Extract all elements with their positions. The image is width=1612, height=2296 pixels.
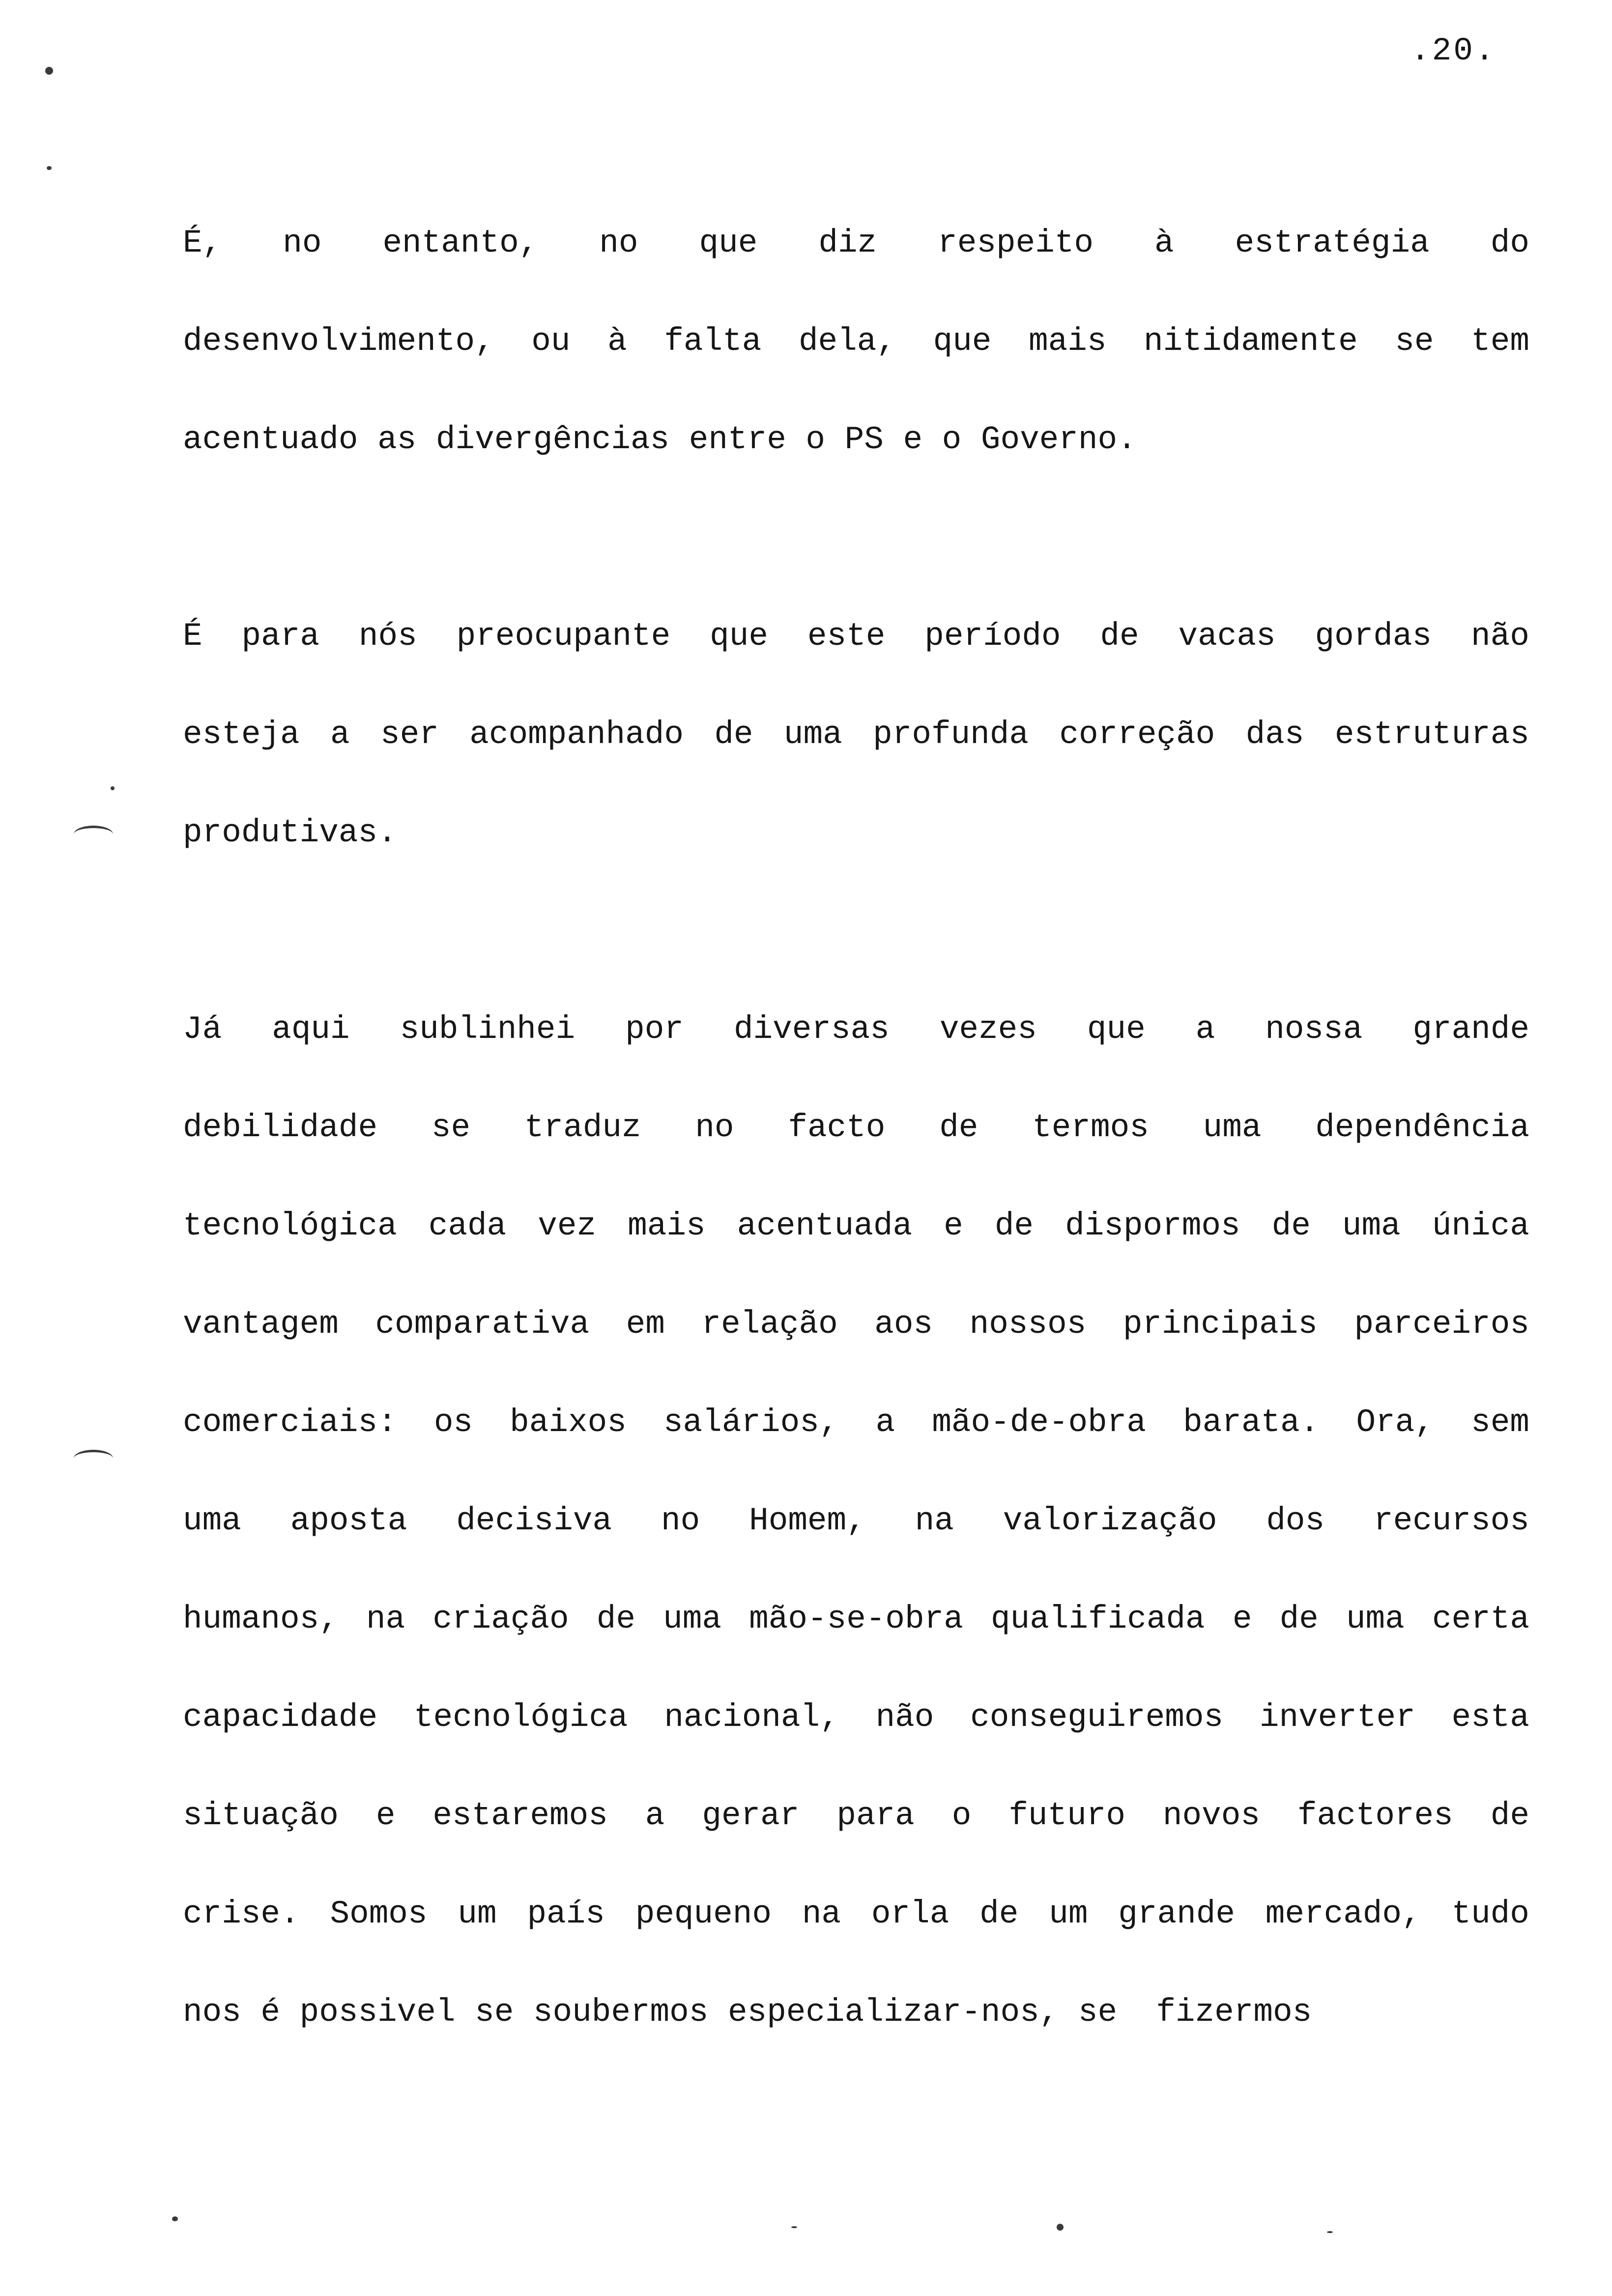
word: comerciais: <box>183 1404 397 1441</box>
word: Ora, <box>1356 1404 1434 1441</box>
word: grande <box>1118 1895 1235 1932</box>
text-line <box>183 1570 1529 1668</box>
word: das <box>1245 716 1304 753</box>
scan-speck <box>45 67 53 75</box>
word: dispormos <box>1065 1207 1240 1244</box>
word: conseguiremos <box>970 1699 1224 1736</box>
word: diz <box>818 225 877 261</box>
word: salários, <box>663 1404 839 1441</box>
word: facto <box>788 1109 886 1146</box>
word: Somos <box>330 1895 428 1932</box>
word: uma <box>783 716 842 753</box>
word: uma <box>1342 1207 1401 1244</box>
word: e <box>1232 1601 1252 1637</box>
word: um <box>1049 1895 1088 1932</box>
text-line <box>183 292 1529 391</box>
word: no <box>661 1502 700 1539</box>
text-line: acentuado as divergências entre o PS e o Governo. <box>183 421 1137 458</box>
word: mão-de-obra <box>932 1404 1146 1441</box>
word: gerar <box>702 1797 800 1834</box>
word: pequeno <box>635 1895 772 1932</box>
word: uma <box>663 1601 721 1637</box>
word: e <box>375 1797 396 1834</box>
word: situação <box>183 1797 339 1834</box>
word: por <box>625 1011 684 1048</box>
text-line <box>183 1374 1529 1472</box>
word: ou <box>531 323 571 360</box>
word: orla <box>871 1895 950 1932</box>
scan-speck <box>1327 2231 1333 2233</box>
word: baixos <box>510 1404 627 1441</box>
text-line <box>183 1865 1529 1963</box>
word: que <box>1087 1011 1146 1048</box>
word: na <box>915 1502 954 1539</box>
word: Homem, <box>749 1502 866 1539</box>
word: a <box>875 1404 895 1441</box>
scan-speck <box>47 166 52 170</box>
text-line <box>183 686 1529 784</box>
word: a <box>330 716 350 753</box>
word: de <box>1271 1207 1311 1244</box>
word: no <box>283 225 322 261</box>
word: de <box>596 1601 636 1637</box>
word: para <box>836 1797 915 1834</box>
word: termos <box>1032 1109 1149 1146</box>
word: Já <box>183 1011 222 1048</box>
text-line <box>183 587 1529 686</box>
word: única <box>1432 1207 1529 1244</box>
word: de <box>939 1109 979 1146</box>
word: de <box>1279 1601 1319 1637</box>
word: na <box>366 1601 405 1637</box>
word: esteja <box>183 716 300 753</box>
word: recursos <box>1374 1502 1529 1539</box>
word: de <box>1100 618 1139 655</box>
word: que <box>699 225 758 261</box>
word: esta <box>1451 1699 1529 1736</box>
word: cada <box>428 1207 507 1244</box>
word: relação <box>701 1306 838 1343</box>
text-line: nos é possivel se soubermos especializar-nos, se fizermos <box>183 1994 1312 2031</box>
word: tecnológica <box>413 1699 628 1736</box>
paragraph-1 <box>183 194 1529 489</box>
word: estratégia <box>1235 225 1430 261</box>
word: estaremos <box>432 1797 608 1834</box>
word: tudo <box>1451 1895 1529 1932</box>
word: de <box>714 716 753 753</box>
word: certa <box>1432 1601 1529 1637</box>
word: mais <box>628 1207 706 1244</box>
word: nitidamente <box>1144 323 1358 360</box>
word: tem <box>1471 323 1529 360</box>
word: acentuada <box>737 1207 913 1244</box>
paragraph-2 <box>183 587 1529 882</box>
word: de <box>979 1895 1019 1932</box>
word: estruturas <box>1334 716 1529 753</box>
word: se <box>1395 323 1434 360</box>
word: falta <box>664 323 762 360</box>
word: crise. <box>183 1895 300 1932</box>
word: aos <box>874 1306 933 1343</box>
word: valorização <box>1003 1502 1217 1539</box>
word: período <box>924 618 1061 655</box>
text-line <box>183 1668 1529 1767</box>
word: para <box>241 618 319 655</box>
text-line <box>183 980 1529 1079</box>
word: É, <box>183 225 222 261</box>
page-number: .20. <box>1410 32 1497 69</box>
word: parceiros <box>1354 1306 1529 1343</box>
text-line <box>183 1079 1529 1177</box>
word: não <box>1471 618 1529 655</box>
word: que <box>933 323 992 360</box>
word: acompanhado <box>469 716 684 753</box>
scan-speck <box>172 2216 178 2221</box>
word: novos <box>1162 1797 1260 1834</box>
word: mercado, <box>1265 1895 1421 1932</box>
word: nacional, <box>664 1699 839 1736</box>
word: inverter <box>1259 1699 1415 1736</box>
word: traduz <box>524 1109 641 1146</box>
word: respeito <box>938 225 1094 261</box>
text-line: produtivas. <box>183 814 397 851</box>
word: sublinhei <box>400 1011 576 1048</box>
word: mais <box>1029 323 1107 360</box>
word: não <box>875 1699 934 1736</box>
word: diversas <box>733 1011 890 1048</box>
word: no <box>695 1109 734 1146</box>
word: qualificada <box>990 1601 1205 1637</box>
word: futuro <box>1008 1797 1125 1834</box>
word: decisiva <box>456 1502 612 1539</box>
word: os <box>433 1404 473 1441</box>
word: nossa <box>1265 1011 1363 1048</box>
word: criação <box>432 1601 569 1637</box>
word: de <box>1490 1797 1529 1834</box>
scan-speck <box>791 2226 797 2228</box>
word: entanto, <box>382 225 539 261</box>
text-line <box>183 1767 1529 1865</box>
word: vez <box>538 1207 597 1244</box>
word: correção <box>1059 716 1215 753</box>
word: vacas <box>1178 618 1276 655</box>
word: uma <box>1203 1109 1262 1146</box>
word: É <box>183 618 202 655</box>
word: capacidade <box>183 1699 378 1736</box>
word: sem <box>1471 1404 1529 1441</box>
word: este <box>807 618 886 655</box>
word: aposta <box>290 1502 407 1539</box>
word: dela, <box>798 323 896 360</box>
word: à <box>607 323 627 360</box>
word: vantagem <box>183 1306 339 1343</box>
text-line <box>183 194 1529 292</box>
word: uma <box>183 1502 241 1539</box>
word: humanos, <box>183 1601 339 1637</box>
word: de <box>994 1207 1034 1244</box>
word: nós <box>358 618 417 655</box>
word: que <box>710 618 768 655</box>
word: profunda <box>873 716 1029 753</box>
word: dependência <box>1315 1109 1529 1146</box>
word: debilidade <box>183 1109 378 1146</box>
word: preocupante <box>456 618 671 655</box>
word: vezes <box>939 1011 1037 1048</box>
word: grande <box>1412 1011 1529 1048</box>
word: a <box>645 1797 665 1834</box>
word: barata. <box>1183 1404 1320 1441</box>
word: se <box>431 1109 471 1146</box>
word: e <box>944 1207 963 1244</box>
text-line <box>183 1275 1529 1374</box>
text-line <box>183 1472 1529 1570</box>
word: tecnológica <box>183 1207 397 1244</box>
paragraph-gap <box>183 489 1529 587</box>
word: uma <box>1346 1601 1405 1637</box>
word: em <box>626 1306 665 1343</box>
word: do <box>1490 225 1529 261</box>
word: no <box>599 225 638 261</box>
word: um <box>458 1895 497 1932</box>
paragraph-3 <box>183 980 1529 2062</box>
word: mão-se-obra <box>749 1601 963 1637</box>
scan-mark <box>74 1450 113 1467</box>
word: aqui <box>272 1011 350 1048</box>
scan-speck <box>111 786 115 790</box>
word: desenvolvimento, <box>183 323 494 360</box>
word: principais <box>1123 1306 1318 1343</box>
text-line <box>183 1177 1529 1275</box>
word: comparativa <box>375 1306 590 1343</box>
word: dos <box>1266 1502 1325 1539</box>
word: na <box>802 1895 841 1932</box>
word: o <box>951 1797 972 1834</box>
scan-speck <box>1057 2224 1064 2231</box>
word: à <box>1154 225 1174 261</box>
word: gordas <box>1315 618 1432 655</box>
word: a <box>1195 1011 1215 1048</box>
word: ser <box>380 716 439 753</box>
scan-mark <box>74 826 113 843</box>
document-body <box>183 194 1529 2062</box>
word: factores <box>1297 1797 1453 1834</box>
word: país <box>527 1895 605 1932</box>
word: nossos <box>969 1306 1087 1343</box>
paragraph-gap <box>183 882 1529 980</box>
